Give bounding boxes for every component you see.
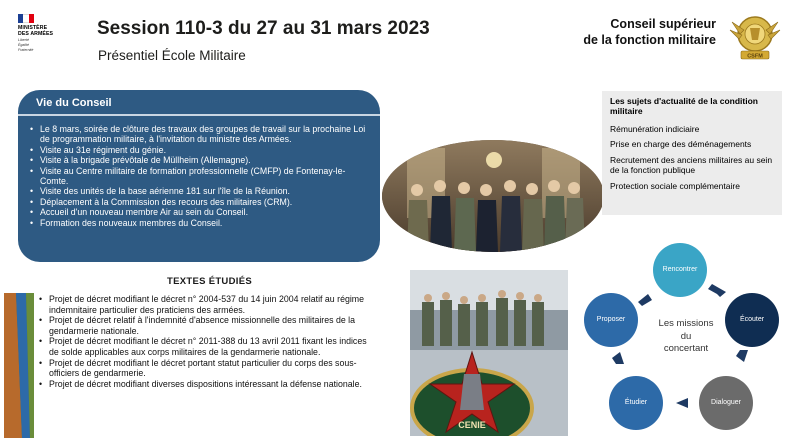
textes-etudies-title: TEXTES ÉTUDIÉS xyxy=(167,276,252,287)
council-title-line-1: Conseil supérieur xyxy=(610,17,716,31)
soldiers-photo-illustration xyxy=(410,270,568,436)
group-photo-illustration xyxy=(382,140,604,252)
missions-center-line-2: du xyxy=(680,330,692,342)
missions-center-text xyxy=(650,318,722,356)
list-item: Protection sociale complémentaire xyxy=(610,180,740,191)
motto-line-3: Fraternité xyxy=(18,48,34,53)
list-item: • Projet de décret modifiant le décret n° 2011-388 du 13 avril 2011 fixant les indices de solde applicables aux corps militaires de la gendarmerie nationale. xyxy=(36,336,370,357)
list-item: Rémunération indiciaire xyxy=(610,124,700,134)
emblem-text: CENIE xyxy=(458,420,486,430)
list-item: • Projet de décret modifiant diverses dispositions intéressant la défense nationale. xyxy=(36,379,370,390)
group-photo xyxy=(382,140,604,252)
motto-line-1: Liberté xyxy=(18,38,29,42)
vie-du-conseil-title: Vie du Conseil xyxy=(36,97,112,109)
node-label-ecouter: Écouter xyxy=(739,316,765,323)
arrow-icon xyxy=(708,284,726,297)
list-item: • Projet de décret relatif à l'indemnité d'absence missionnelle des militaires de la gendarmerie nationale. xyxy=(36,315,370,336)
soldiers-photo xyxy=(410,270,568,436)
node-label-proposer: Proposer xyxy=(596,316,626,323)
sujets-actualite-box xyxy=(602,91,782,215)
arrow-icon xyxy=(736,350,748,362)
list-item: • Visite à la brigade prévôtale de Müllheim (Allemagne). xyxy=(28,155,373,165)
session-title: Session 110-3 du 27 au 31 mars 2023 xyxy=(97,18,430,39)
list-item: • Le 8 mars, soirée de clôture des travaux des groupes de travail sur la prochaine Loi de programmation militaire, à l'invitation du ministre des Armées. xyxy=(28,124,373,145)
french-flag-icon xyxy=(18,14,34,23)
arrow-icon xyxy=(676,398,688,408)
csfm-emblem-icon xyxy=(728,10,782,62)
ministry-name-line-1: MINISTÈRE xyxy=(18,25,48,31)
session-subtitle: Présentiel École Militaire xyxy=(98,48,246,63)
motto-line-2: Égalité xyxy=(18,43,29,48)
list-item: Prise en charge des déménagements xyxy=(610,139,752,150)
vie-du-conseil-list xyxy=(28,124,373,228)
list-item: Recrutement des anciens militaires au sein de la fonction publique xyxy=(610,154,773,176)
vie-du-conseil-divider xyxy=(18,114,380,116)
arrow-icon xyxy=(638,294,652,306)
decorative-color-bar xyxy=(4,293,34,438)
missions-center-line-1: Les missions xyxy=(658,318,714,329)
sujets-actualite-list xyxy=(610,124,780,196)
ministry-name-line-2: DES ARMÉES xyxy=(18,31,54,37)
list-item: • Visite au Centre militaire de formation professionnelle (CMFP) de Fontenay-le-Comte. xyxy=(28,166,373,187)
node-label-rencontrer: Rencontrer xyxy=(662,266,698,273)
textes-etudies-list xyxy=(36,294,370,389)
csfm-logo-caption: CSFM xyxy=(747,53,763,60)
list-item: • Projet de décret modifiant le décret n° 2004-537 du 14 juin 2004 relatif au régime indemnitaire particulier des praticiens des armées. xyxy=(36,294,370,315)
council-title xyxy=(516,16,716,48)
list-item: • Accueil d'un nouveau membre Air au sein du Conseil. xyxy=(28,207,373,217)
node-label-etudier: Étudier xyxy=(624,399,648,406)
list-item: • Déplacement à la Commission des recours des militaires (CRM). xyxy=(28,197,373,207)
missions-center-line-3: concertant xyxy=(663,343,709,354)
list-item: • Projet de décret modifiant le décret portant statut particulier du corps des sous-officiers de gendarmerie. xyxy=(36,358,370,379)
node-label-dialoguer: Dialoguer xyxy=(711,399,741,406)
council-title-line-2: de la fonction militaire xyxy=(583,33,716,47)
list-item: • Visite au 31e régiment du génie. xyxy=(28,145,373,155)
sujets-actualite-title: Les sujets d'actualité de la condition militaire xyxy=(610,96,758,117)
vie-du-conseil-panel xyxy=(18,90,380,262)
arrow-icon xyxy=(612,352,624,364)
list-item: • Formation des nouveaux membres du Conseil. xyxy=(28,218,373,228)
republique-francaise-logo xyxy=(18,14,78,58)
list-item: • Visite des unités de la base aérienne 181 sur l'île de la Réunion. xyxy=(28,186,373,196)
